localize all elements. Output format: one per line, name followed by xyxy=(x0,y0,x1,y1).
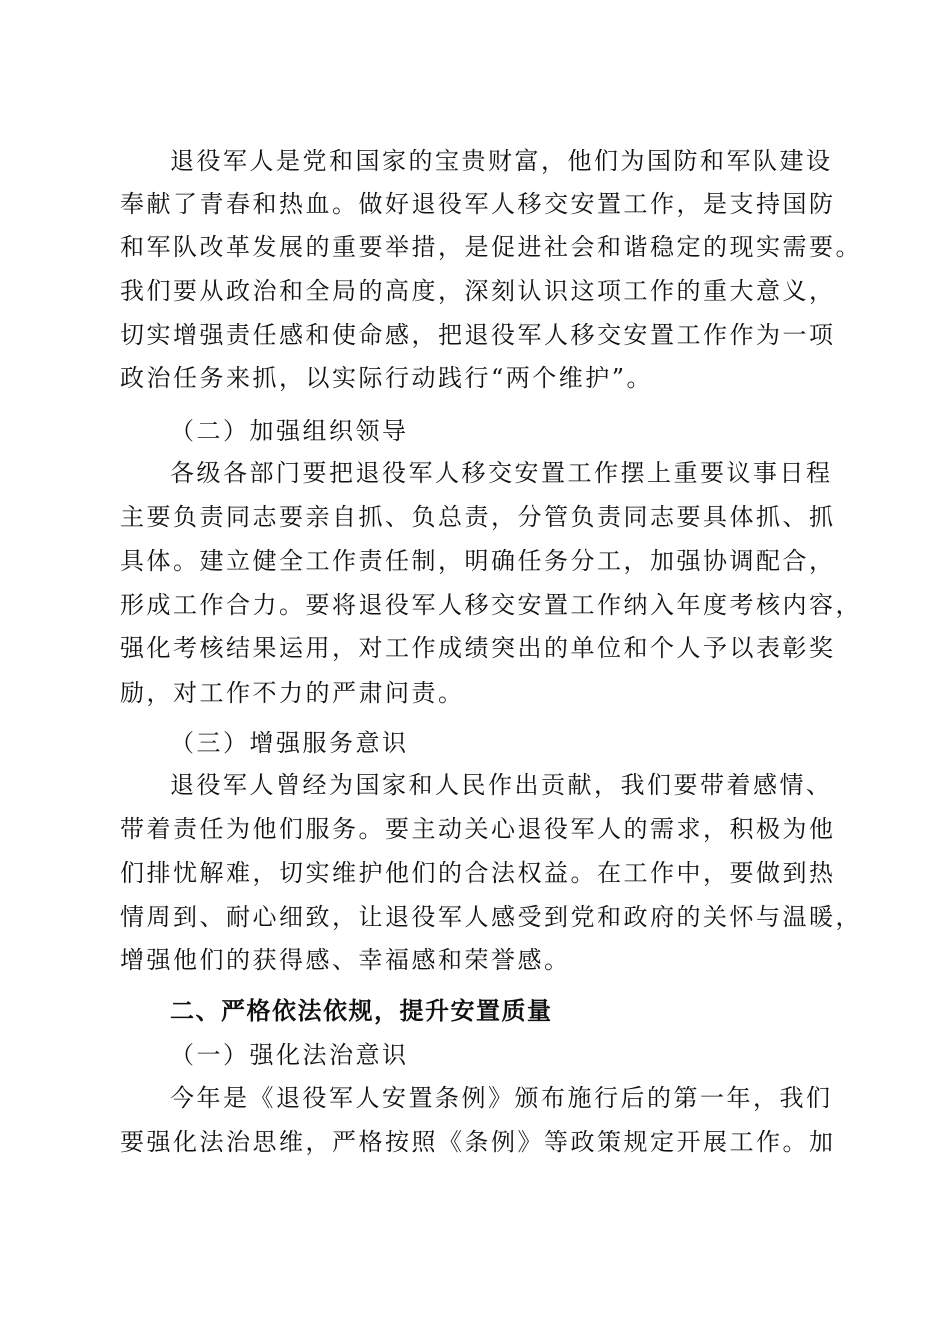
section-heading: 二、严格依法依规，提升安置质量 xyxy=(170,997,553,1025)
body-line: 切实增强责任感和使命感，把退役军人移交安置工作作为一项 xyxy=(120,321,836,349)
body-line: 我们要从政治和全局的高度，深刻认识这项工作的重大意义， xyxy=(120,277,836,305)
body-line: 强化考核结果运用，对工作成绩突出的单位和个人予以表彰奖 xyxy=(120,634,836,662)
body-line: 励，对工作不力的严肃问责。 xyxy=(120,679,465,707)
body-line: 情周到、耐心细致，让退役军人感受到党和政府的关怀与温暖， xyxy=(120,903,862,931)
body-line: 退役军人是党和国家的宝贵财富，他们为国防和军队建设 xyxy=(170,147,833,175)
body-line: 各级各部门要把退役军人移交安置工作摆上重要议事日程 xyxy=(170,459,833,487)
body-line: 今年是《退役军人安置条例》颁布施行后的第一年，我们 xyxy=(170,1084,833,1112)
body-line: 们排忧解难，切实维护他们的合法权益。在工作中，要做到热 xyxy=(120,859,836,887)
body-line: 主要负责同志要亲自抓、负总责，分管负责同志要具体抓、抓 xyxy=(120,503,836,531)
section-subheading: （三）增强服务意识 xyxy=(170,729,409,757)
body-line: 退役军人曾经为国家和人民作出贡献，我们要带着感情、 xyxy=(170,771,833,799)
body-line: 形成工作合力。要将退役军人移交安置工作纳入年度考核内容， xyxy=(120,591,862,619)
body-line: 增强他们的获得感、幸福感和荣誉感。 xyxy=(120,946,571,974)
body-line: 要强化法治思维，严格按照《条例》等政策规定开展工作。加 xyxy=(120,1128,836,1156)
section-subheading: （二）加强组织领导 xyxy=(170,417,409,445)
section-subheading: （一）强化法治意识 xyxy=(170,1041,409,1069)
body-line: 奉献了青春和热血。做好退役军人移交安置工作，是支持国防 xyxy=(120,190,836,218)
body-line: 带着责任为他们服务。要主动关心退役军人的需求，积极为他 xyxy=(120,815,836,843)
body-line: 具体。建立健全工作责任制，明确任务分工，加强协调配合， xyxy=(120,547,836,575)
body-line: 和军队改革发展的重要举措，是促进社会和谐稳定的现实需要。 xyxy=(120,233,862,261)
body-line: 政治任务来抓，以实际行动践行“两个维护”。 xyxy=(120,364,654,392)
